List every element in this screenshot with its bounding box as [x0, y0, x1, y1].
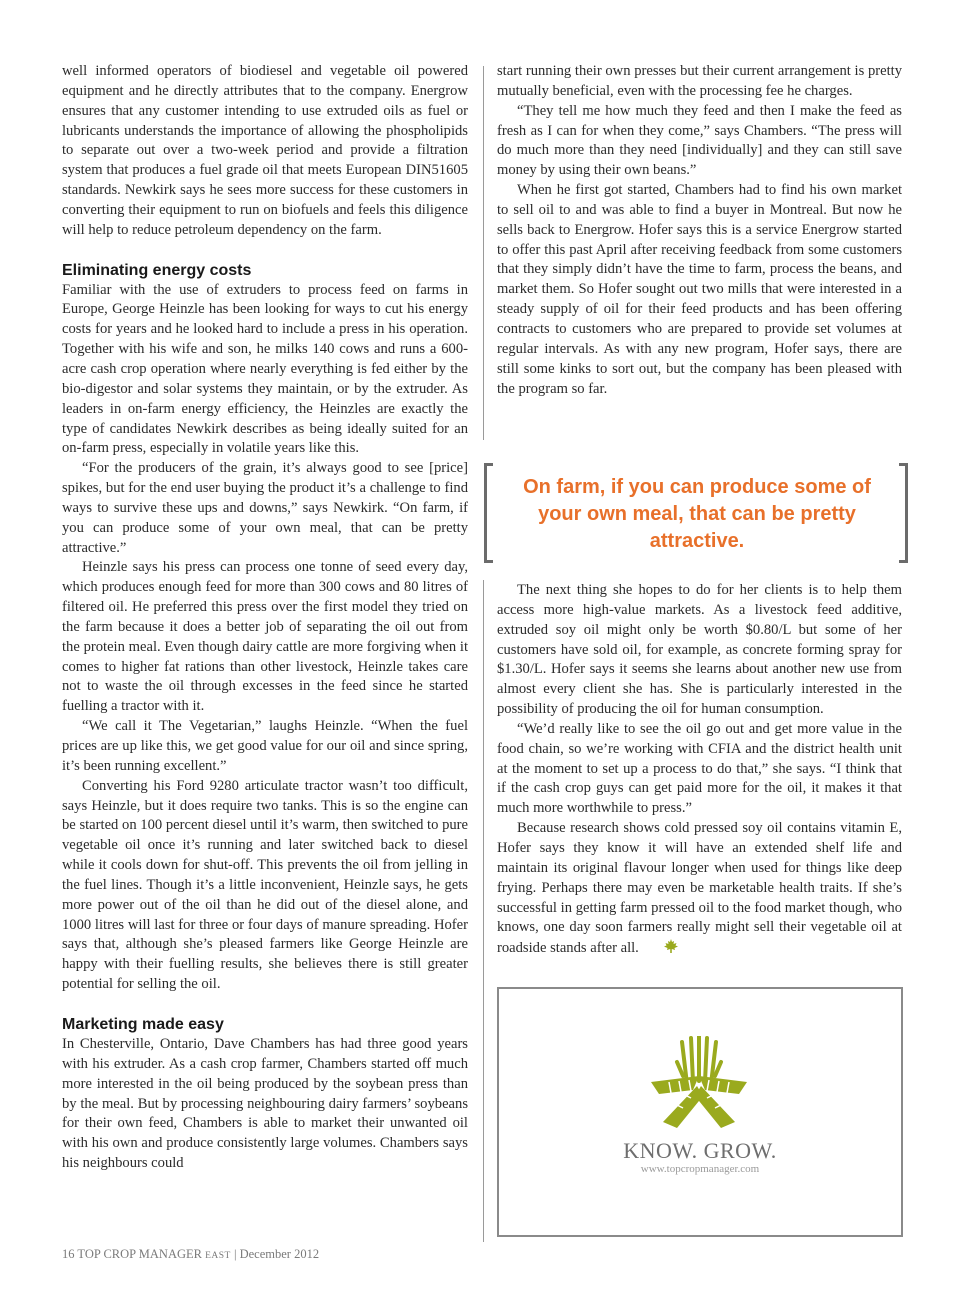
right-bracket — [899, 463, 908, 563]
paragraph: Heinzle says his press can process one tonne of seed every day, which produces enough feed for more than 300 cows and 80 litres of filtered oil. He preferred this press over the first model they tried on the farm because it does a better job of separating the oil out from the protein meal. Even though dairy cattle are more forgiving when it comes to higher fat rations than other livestock, Heinzle takes care not to waste the oil through excesses in the feed since he started fuelling a tractor with it. — [62, 559, 468, 715]
wheat-star-logo-icon — [649, 1036, 749, 1141]
ad-tagline: KNOW. GROW. — [623, 1138, 777, 1163]
maple-leaf-icon — [643, 938, 679, 961]
page-footer — [62, 1247, 319, 1262]
left-bracket — [484, 463, 493, 563]
column-divider — [483, 580, 484, 1242]
paragraph-text: Because research shows cold pressed soy oil contains vitamin E, Hofer says they know it will have an extended shelf life and maintain its original flavour longer when used for things like deep frying. Perhaps there may even be marketable health traits. If she’s successful in getting farm pressed oil to the food market though, who knows, one day soon farmers really might sell their vegetable oil at roadside stands after all. — [497, 820, 902, 957]
column-divider — [483, 66, 484, 440]
paragraph: Converting his Ford 9280 articulate tractor wasn’t too difficult, says Heinzle, but it does require two tanks. This is so the engine can be started on 100 percent diesel until it’s warm, then switched to pure vegetable oil once it’s running and later switched back to diesel while it cools down for shut-off. This prevents the oil from jelling in the fuel lines. Though it’s a little inconvenient, Heinzle says, he gets more power out of the oil than he did out of the diesel alone, and 1000 litres will last for three or four days of manure spreading. Hofer says that, although she’s pleased farmers like George Heinzle are happy with their fuelling results, she believes there is still greater potential for selling the oil. — [62, 777, 468, 993]
edition-label: EAST — [205, 1251, 231, 1261]
paragraph: When he first got started, Chambers had to find his own market to sell oil to and was able to find a buyer in Montreal. But now he sells back to Energrow. Hofer says this is a service Energrow started to offer this past April after receiving feedback from some customers that they simply didn’t have the time to farm, process the beans, and market them. So Hofer sought out two mills that were interested in a steady supply of oil for their feed products and has been offering contracts to customers who are prepared to provide set volumes at regular intervals. As with any new program, Hofer says, there are still some kinks to sort out, but the company has been pleased with the program so far. — [497, 182, 902, 397]
paragraph: “For the producers of the grain, it’s always good to see [price] spikes, but for the end user buying the product it’s a challenge to find ways to survive these ups and downs,” says Newkirk. “On farm, if you can produce some of your own meal, that can be pretty attractive.” — [62, 460, 468, 556]
section-heading-eliminating-energy-costs: Eliminating energy costs — [62, 261, 252, 279]
advertisement[interactable] — [497, 987, 903, 1237]
paragraph: The next thing she hopes to do for her clients is to help them access more high-value markets. As a livestock feed additive, extruded soy oil might only be worth $0.80/L but some of her customers have sold oil, for example, as concrete forming spray for $1.30/L. Hofer says it seems she learns about another new use from almost every client she has. She is particularly interested in the possibility of producing the oil for human consumption. — [497, 582, 902, 718]
paragraph: “We call it The Vegetarian,” laughs Heinzle. “When the fuel prices are up like this, we get good value for our oil and since spring, it’s been running excellent.” — [62, 718, 468, 774]
paragraph — [497, 819, 902, 961]
paragraph: “They tell me how much they feed and then I make the feed as fresh as I can for when they come,” says Chambers. “The press will do much more than they need [individually] and they can still save money by using their own beans.” — [497, 102, 902, 179]
paragraph: start running their own presses but their current arrangement is pretty mutually beneficial, even with the processing fee he charges. — [497, 63, 902, 99]
right-column — [497, 62, 902, 399]
paragraph: Familiar with the use of extruders to process feed on farms in Europe, George Heinzle has been looking for ways to cut his energy costs for years and he looked hard to include a press in his operation. Together with his wife and son, he milks 140 cows and runs a 600-acre cash crop operation where nearly everything is fed either by the bio-digestor and solar systems they maintain, or by the extruder. As leaders in on-farm energy efficiency, the Heinzles are exactly the type of candidates Newkirk describes as being ideally suited for an on-farm press, especially in volatile years like this. — [62, 281, 468, 457]
pull-quote-text: On farm, if you can produce some of your own meal, that can be pretty attractive. — [523, 476, 871, 552]
paragraph: “We’d really like to see the oil go out and get more value in the food chain, so we’re working with CFIA and the district health unit at the moment to set up a process to do that,” she says. “I think that if the cash crop guys can get paid more for the oil, it makes it that much more worthwhile to press.” — [497, 720, 902, 817]
pull-quote — [484, 463, 908, 563]
left-column — [62, 62, 468, 1174]
footer-separator: | — [233, 1247, 237, 1261]
ad-url[interactable]: www.topcropmanager.com — [640, 1163, 760, 1175]
issue-date: December 2012 — [239, 1247, 320, 1261]
page-number: 16 — [62, 1247, 75, 1261]
magazine-name: TOP CROP MANAGER — [77, 1247, 202, 1261]
section-heading-marketing-made-easy: Marketing made easy — [62, 1015, 224, 1033]
right-column-continued — [497, 581, 902, 961]
paragraph: well informed operators of biodiesel and vegetable oil powered equipment and he directly attributes that to the company. Energrow ensures that any customer intending to use extruded oils as fuel or lubricants understands the importance of allowing the phospholipids to separate out over a two-week period and provide a filtration system that produces a fuel grade oil that meets European DIN51605 standards. Newkirk says he sees more success for these customers in converting their equipment to run on biofuels and feels this diligence will help to reduce petroleum dependency on the farm. — [62, 63, 468, 238]
paragraph: In Chesterville, Ontario, Dave Chambers has had three good years with his extruder. As a cash crop farmer, Chambers started off much more interested in the oil being produced by the soybean press than by the meal. But by processing neighbouring dairy farmers’ soybeans for their own feed, Chambers is able to market their unwanted oil with his own and produce consistently large volumes. Chambers says his neighbours could — [62, 1035, 468, 1172]
